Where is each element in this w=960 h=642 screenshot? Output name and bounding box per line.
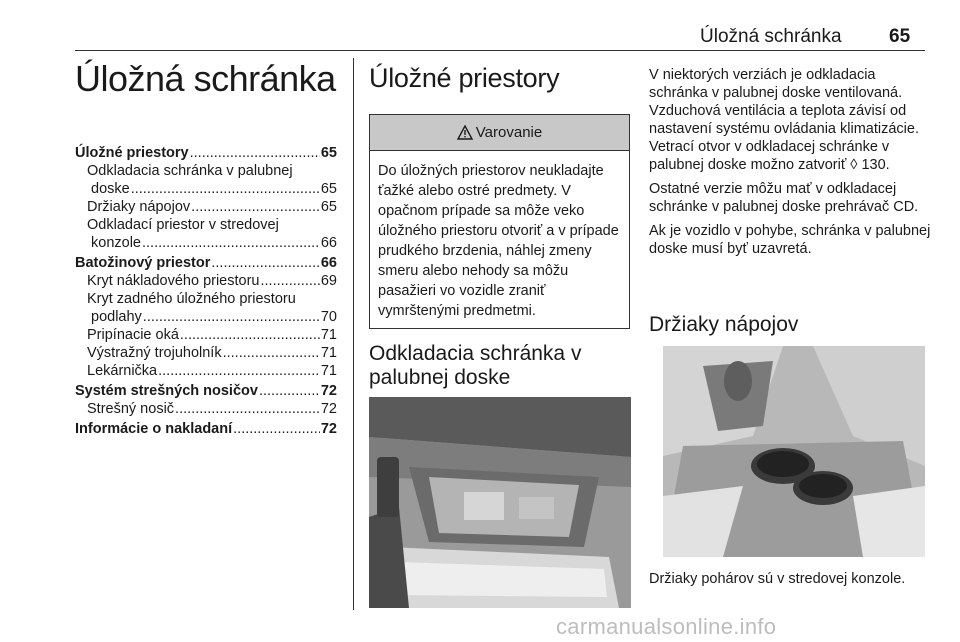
warning-label: Varovanie: [475, 124, 543, 141]
warning-triangle-icon: [457, 125, 473, 140]
body-column-3: [649, 66, 934, 264]
toc-entry[interactable]: Informácie o nakladaní ..... 72: [75, 420, 337, 438]
paragraph: Ak je vozidlo v pohybe, schránka v palubnej doske musí byť uzavretá.: [649, 223, 931, 257]
glovebox-illustration: [369, 397, 631, 608]
toc-entry[interactable]: Výstražný trojuholník ..... 71: [75, 344, 337, 362]
subsection-title-glovebox: Odkladacia schránka v palubnej doske: [369, 342, 582, 389]
page-number: 65: [889, 26, 911, 47]
paragraph: Ostatné verzie môžu mať v odkladacej schránke v palubnej doske prehrávač CD.: [649, 181, 919, 215]
toc-entry[interactable]: konzole ..... 66: [75, 234, 337, 252]
toc-entry[interactable]: Batožinový priestor ..... 66: [75, 254, 337, 272]
watermark: carmanualsonline.info: [556, 614, 777, 639]
toc-entry[interactable]: Úložné priestory ..... 65: [75, 144, 337, 162]
toc-entry[interactable]: Pripínacie oká ..... 71: [75, 326, 337, 344]
chapter-title: Úložná schránka: [75, 58, 336, 99]
table-of-contents: [75, 144, 337, 438]
toc-entry[interactable]: podlahy ..... 70: [75, 308, 337, 326]
cupholder-illustration: [663, 346, 925, 557]
warning-header: [370, 115, 629, 151]
column-divider: [353, 58, 354, 610]
toc-entry[interactable]: Systém strešných nosičov ..... 72: [75, 382, 337, 400]
warning-text: Do úložných priestorov neukladajte ťažké alebo ostré predmety. V opačnom prípade sa môže veko úložného priestoru otvoriť a v prípade prudkého brzdenia, náhlej zmeny smeru alebo nehody sa môžu pasažieri vo vozidle zraniť vymrštenými predmetmi.: [378, 163, 619, 319]
running-header-title: Úložná schránka: [700, 26, 842, 47]
toc-entry[interactable]: Odkladacia schránka v palubnej: [87, 163, 293, 179]
toc-entry[interactable]: Kryt nákladového priestoru ..... 69: [75, 272, 337, 290]
toc-entry[interactable]: Lekárnička ..... 71: [75, 362, 337, 380]
cupholder-caption: Držiaky pohárov sú v stredovej konzole.: [649, 571, 906, 587]
toc-entry[interactable]: Odkladací priestor v stredovej: [87, 217, 279, 233]
toc-entry[interactable]: doske ..... 65: [75, 180, 337, 198]
section-title: Úložné priestory: [369, 63, 560, 93]
subsection-title-cupholders: Držiaky nápojov: [649, 313, 799, 336]
warning-box: [369, 114, 630, 329]
toc-entry[interactable]: Kryt zadného úložného priestoru: [87, 291, 296, 307]
header-rule: [75, 50, 925, 51]
paragraph: V niektorých verziách je odkladacia schránka v palubnej doske ventilovaná. Vzduchová ventilácia a teplota závisí od nastavení systému ovládania klimatizácie. Vetrací otvor v odkladacej schránke v palubnej doske možno zatvoriť ◊ 130.: [649, 67, 919, 173]
toc-entry[interactable]: Strešný nosič ..... 72: [75, 400, 337, 418]
toc-entry[interactable]: Držiaky nápojov ..... 65: [75, 198, 337, 216]
